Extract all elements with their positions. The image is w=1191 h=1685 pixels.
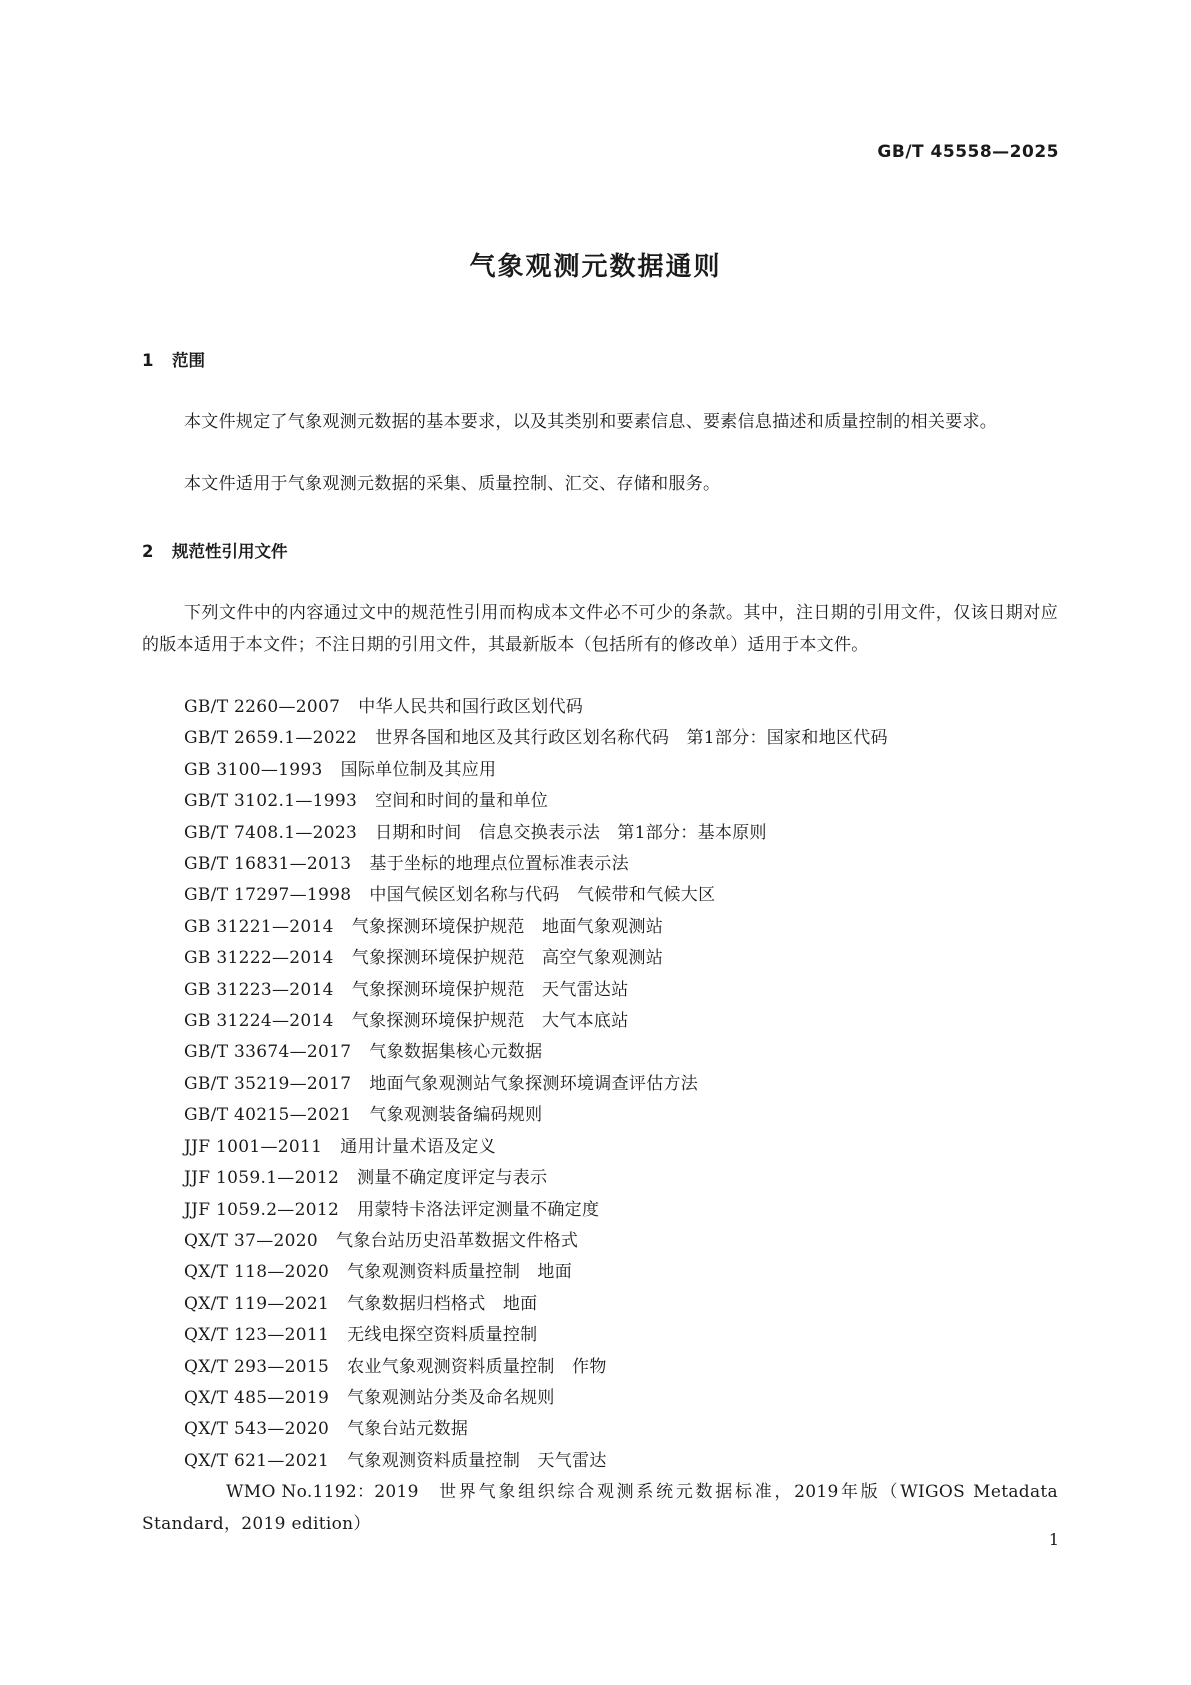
reference-code: GB/T 2260—2007 bbox=[184, 697, 341, 717]
page-number: 1 bbox=[1048, 1530, 1059, 1549]
reference-item bbox=[142, 1163, 1058, 1194]
reference-title: 空间和时间的量和单位 bbox=[375, 791, 549, 812]
reference-code: GB/T 33674—2017 bbox=[184, 1042, 352, 1063]
reference-title: 通用计量术语及定义 bbox=[340, 1136, 496, 1157]
reference-title: 气象台站元数据 bbox=[347, 1419, 469, 1440]
reference-code: GB/T 7408.1—2023 bbox=[184, 822, 358, 843]
reference-item bbox=[142, 849, 1058, 880]
reference-title: 气象观测资料质量控制 地面 bbox=[347, 1262, 573, 1283]
reference-item bbox=[142, 1195, 1058, 1226]
reference-code: QX/T 543—2020 bbox=[184, 1419, 330, 1440]
section-2-number: 2 bbox=[142, 542, 154, 561]
reference-item bbox=[142, 1037, 1058, 1068]
reference-item bbox=[142, 1226, 1058, 1257]
reference-item bbox=[142, 880, 1058, 911]
normative-references-list bbox=[142, 692, 1058, 1540]
reference-code: QX/T 293—2015 bbox=[184, 1356, 330, 1377]
reference-code: QX/T 118—2020 bbox=[184, 1262, 330, 1283]
reference-item bbox=[142, 1320, 1058, 1351]
reference-code: JJF 1059.1—2012 bbox=[184, 1168, 340, 1189]
section-1-title: 范围 bbox=[172, 351, 205, 370]
document-title: 气象观测元数据通则 bbox=[469, 252, 722, 282]
reference-code: GB/T 35219—2017 bbox=[184, 1073, 352, 1094]
reference-code: GB/T 3102.1—1993 bbox=[184, 791, 358, 812]
reference-title: 气象探测环境保护规范 大气本底站 bbox=[351, 1011, 629, 1032]
reference-item bbox=[142, 1414, 1058, 1445]
reference-title: 气象数据归档格式 地面 bbox=[347, 1293, 538, 1314]
reference-item bbox=[142, 975, 1058, 1006]
reference-item bbox=[142, 1069, 1058, 1100]
reference-title: 世界气象组织综合观测系统元数据标准，2019年版（WIGOS Metadata Standard，2019 edition） bbox=[142, 1482, 1058, 1534]
section-2-heading bbox=[142, 538, 288, 562]
reference-code: WMO No.1192：2019 bbox=[226, 1482, 419, 1503]
reference-code: GB 31223—2014 bbox=[184, 979, 334, 1000]
reference-code: GB 31221—2014 bbox=[184, 916, 334, 937]
reference-title: 无线电探空资料质量控制 bbox=[347, 1325, 538, 1346]
reference-title: 世界各国和地区及其行政区划名称代码 第1部分：国家和地区代码 bbox=[375, 728, 888, 749]
scope-paragraph-1: 本文件规定了气象观测元数据的基本要求，以及其类别和要素信息、要素信息描述和质量控制的相关要求。 bbox=[184, 412, 998, 432]
reference-code: QX/T 123—2011 bbox=[184, 1325, 330, 1346]
reference-title: 气象数据集核心元数据 bbox=[369, 1042, 543, 1063]
reference-title: 气象观测装备编码规则 bbox=[369, 1105, 543, 1126]
reference-item bbox=[142, 786, 1058, 817]
reference-title: 农业气象观测资料质量控制 作物 bbox=[347, 1356, 607, 1377]
reference-item bbox=[142, 818, 1058, 849]
references-intro: 下列文件中的内容通过文中的规范性引用而构成本文件必不可少的条款。其中，注日期的引用文件，仅该日期对应的版本适用于本文件；不注日期的引用文件，其最新版本（包括所有的修改单）适用于本文件。 bbox=[142, 603, 1058, 655]
reference-title: 气象探测环境保护规范 天气雷达站 bbox=[351, 979, 629, 1000]
reference-code: JJF 1001—2011 bbox=[184, 1136, 323, 1157]
reference-item bbox=[142, 723, 1058, 754]
reference-title: 气象台站历史沿革数据文件格式 bbox=[336, 1230, 579, 1251]
reference-code: GB/T 17297—1998 bbox=[184, 885, 352, 906]
reference-title: 地面气象观测站气象探测环境调查评估方法 bbox=[369, 1073, 699, 1094]
reference-item bbox=[142, 1257, 1058, 1288]
reference-item bbox=[142, 1006, 1058, 1037]
reference-code: QX/T 621—2021 bbox=[184, 1450, 330, 1471]
reference-code: QX/T 119—2021 bbox=[184, 1293, 330, 1314]
reference-title: 气象观测资料质量控制 天气雷达 bbox=[347, 1450, 607, 1471]
reference-item bbox=[142, 1132, 1058, 1163]
reference-code: GB/T 40215—2021 bbox=[184, 1105, 352, 1126]
reference-code: GB 3100—1993 bbox=[184, 759, 323, 780]
reference-title: 中国气候区划名称与代码 气候带和气候大区 bbox=[369, 885, 716, 906]
reference-code: JJF 1059.2—2012 bbox=[184, 1199, 340, 1220]
section-1-number: 1 bbox=[142, 351, 154, 370]
reference-title: 气象探测环境保护规范 地面气象观测站 bbox=[351, 916, 664, 937]
reference-item bbox=[142, 755, 1058, 786]
reference-code: GB/T 2659.1—2022 bbox=[184, 728, 358, 749]
reference-item bbox=[142, 943, 1058, 974]
scope-paragraph-2: 本文件适用于气象观测元数据的采集、质量控制、汇交、存储和服务。 bbox=[184, 474, 721, 494]
reference-code: QX/T 37—2020 bbox=[184, 1230, 319, 1251]
reference-item bbox=[142, 1100, 1058, 1131]
reference-code: QX/T 485—2019 bbox=[184, 1387, 330, 1408]
reference-title: 测量不确定度评定与表示 bbox=[357, 1168, 548, 1189]
reference-title: 中华人民共和国行政区划代码 bbox=[358, 697, 584, 717]
reference-item bbox=[142, 1477, 1058, 1540]
reference-title: 国际单位制及其应用 bbox=[340, 759, 497, 780]
reference-code: GB 31222—2014 bbox=[184, 948, 334, 969]
reference-item bbox=[142, 692, 1058, 723]
standard-number: GB/T 45558—2025 bbox=[877, 142, 1059, 162]
reference-item bbox=[142, 1383, 1058, 1414]
section-2-title: 规范性引用文件 bbox=[172, 542, 288, 561]
reference-code: GB 31224—2014 bbox=[184, 1011, 334, 1032]
reference-item bbox=[142, 1352, 1058, 1383]
reference-item bbox=[142, 1289, 1058, 1320]
reference-title: 气象探测环境保护规范 高空气象观测站 bbox=[351, 948, 664, 969]
reference-title: 用蒙特卡洛法评定测量不确定度 bbox=[357, 1199, 600, 1220]
reference-title: 日期和时间 信息交换表示法 第1部分：基本原则 bbox=[375, 822, 767, 843]
reference-item bbox=[142, 1446, 1058, 1477]
section-1-heading bbox=[142, 347, 205, 371]
reference-title: 基于坐标的地理点位置标准表示法 bbox=[369, 854, 629, 875]
reference-item bbox=[142, 912, 1058, 943]
reference-code: GB/T 16831—2013 bbox=[184, 854, 352, 875]
reference-title: 气象观测站分类及命名规则 bbox=[347, 1387, 555, 1408]
